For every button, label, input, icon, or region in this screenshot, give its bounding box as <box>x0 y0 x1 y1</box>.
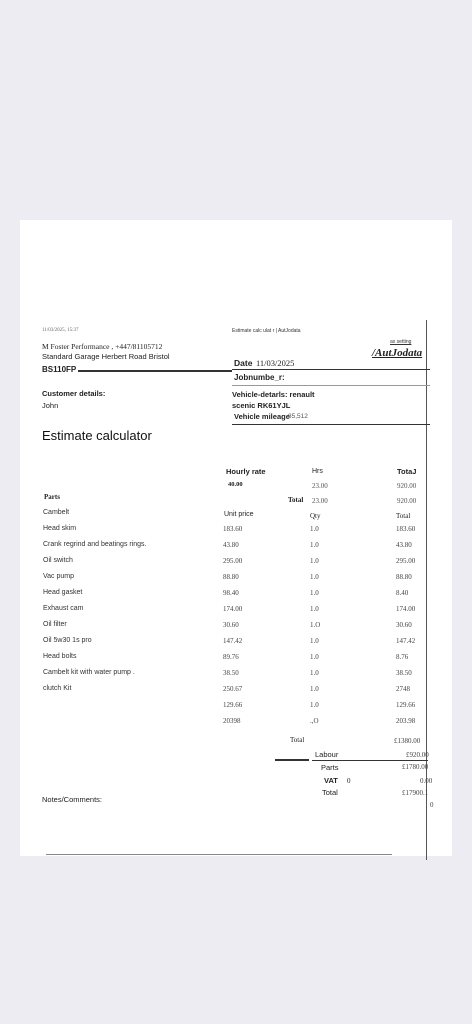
grand-total-value: £17900.1 <box>402 789 429 797</box>
part-total: 147.42 <box>396 637 416 645</box>
part-unit-price: 174.00 <box>223 605 243 613</box>
job-rule <box>232 385 430 386</box>
part-name: Vac pump <box>43 573 74 580</box>
part-unit-price: 20398 <box>223 717 241 725</box>
hrs-value: 23.00 <box>312 482 328 490</box>
summary-parts-value: £1780.00 <box>402 763 429 771</box>
summary-rule <box>312 760 428 761</box>
parts-total-header: Total <box>396 512 411 520</box>
part-qty: 1.0 <box>310 541 319 549</box>
hourly-rate-value: 40.00 <box>228 481 243 488</box>
print-timestamp: 11/03/2025, 15:37 <box>42 328 79 333</box>
part-name: Cambelt kit with water pump . <box>43 669 135 676</box>
part-name: Oil filter <box>43 621 67 628</box>
part-qty: 1.0 <box>310 669 319 677</box>
part-name: Oil switch <box>43 557 73 564</box>
page-title: Estimate calculator <box>42 428 152 443</box>
document-title: Estimate calc ulat r | AutJodata <box>232 328 301 334</box>
vehicle-model: scenic RK61YJL <box>232 401 291 410</box>
date-value: 11/03/2025 <box>256 358 295 368</box>
parts-total-value: £1380.00 <box>394 737 421 745</box>
part-total: 174.00 <box>396 605 416 613</box>
job-number-label: Jobnumbe_r: <box>234 373 285 382</box>
part-name: Head skim <box>43 525 77 532</box>
vehicle-mileage-label: Vehicle mileage <box>234 412 290 421</box>
part-qty: 1.0 <box>310 653 319 661</box>
part-name: Head gasket <box>43 589 83 596</box>
part-unit-price: 30.60 <box>223 621 239 629</box>
part-total: 8.76 <box>396 653 409 661</box>
customer-label: Customer details: <box>42 389 106 398</box>
labour-total-label: Total <box>288 496 304 504</box>
part-total: 203.98 <box>396 717 416 725</box>
estimate-document <box>20 220 452 856</box>
part-unit-price: 250.67 <box>223 685 243 693</box>
part-total: 43.80 <box>396 541 412 549</box>
part-qty: 1.0 <box>310 557 319 565</box>
sender-name: M Foster Performance , +447/81105712 <box>42 342 163 351</box>
vat-extra: 0 <box>347 777 351 785</box>
part-name: Crank regrind and beatings rings. <box>43 541 147 548</box>
part-unit-price: 147.42 <box>223 637 243 645</box>
labour-total-header: TotaJ <box>397 467 417 476</box>
summary-labour-label: Labour <box>315 750 339 759</box>
date-label: Date <box>234 358 253 368</box>
vat-value: 0.00 <box>420 777 433 785</box>
part-qty: 1.0 <box>310 685 319 693</box>
part-unit-price: 295.00 <box>223 557 243 565</box>
part-unit-price: 89.76 <box>223 653 239 661</box>
part-unit-price: 38.50 <box>223 669 239 677</box>
vehicle-make: Vehicle-detarls: renault <box>232 390 315 399</box>
part-total: 2748 <box>396 685 410 693</box>
parts-section-label: Parts <box>44 493 60 501</box>
part-unit-price: 183.60 <box>223 525 243 533</box>
part-qty: 1.0 <box>310 589 319 597</box>
customer-name: John <box>42 401 59 410</box>
part-unit-price: 98.40 <box>223 589 239 597</box>
hourly-rate-header: Hourly rate <box>226 467 266 476</box>
part-qty: 1.0 <box>310 605 319 613</box>
grand-total-label: Total <box>322 788 338 797</box>
summary-short-rule <box>275 759 309 761</box>
part-qty: .,O <box>310 717 319 725</box>
part-total: 38.50 <box>396 669 412 677</box>
part-name: Oil 5w30 1s pro <box>43 637 92 644</box>
sender-address: Standard Garage Herbert Road Bristol <box>42 352 170 361</box>
grand-total-trailing: 0 <box>430 801 434 809</box>
summary-labour-value: £920.00 <box>406 751 429 759</box>
part-qty: 1.0 <box>310 701 319 709</box>
summary-parts-label: Parts <box>321 763 339 772</box>
brand-logo: /AutJodata <box>372 347 423 359</box>
reg-underline <box>78 370 232 372</box>
part-total: 30.60 <box>396 621 412 629</box>
part-total: 88.80 <box>396 573 412 581</box>
part-qty: 1.O <box>310 621 321 629</box>
part-unit-price: 88.80 <box>223 573 239 581</box>
part-total: 8.40 <box>396 589 409 597</box>
registration: BS110FP <box>42 365 77 374</box>
vehicle-mileage-value: 85,512 <box>288 413 308 420</box>
part-total: 295.00 <box>396 557 416 565</box>
parts-total-label: Total <box>290 736 305 744</box>
part-qty: 1.0 <box>310 573 319 581</box>
labour-grand-total: 920.00 <box>397 497 417 505</box>
vehicle-rule <box>232 424 430 425</box>
labour-total-value: 920.00 <box>397 482 417 490</box>
part-name: clutch Kit <box>43 685 72 692</box>
unit-price-header: Unit price <box>224 511 254 518</box>
part-name: Head bolts <box>43 653 77 660</box>
part-total: 183.60 <box>396 525 416 533</box>
labour-total-hrs: 23.00 <box>312 497 328 505</box>
date-rule <box>232 369 430 370</box>
vat-label: VAT <box>324 776 338 785</box>
part-total: 129.66 <box>396 701 416 709</box>
part-unit-price: 43.80 <box>223 541 239 549</box>
notes-bottom-rule <box>46 854 392 855</box>
notes-label: Notes/Comments: <box>42 795 103 804</box>
part-name: Cambelt <box>43 509 70 516</box>
qty-header: Qty <box>310 512 321 520</box>
part-qty: 1.0 <box>310 637 319 645</box>
part-unit-price: 129.66 <box>223 701 243 709</box>
hrs-header: Hrs <box>312 468 323 475</box>
part-qty: 1.0 <box>310 525 319 533</box>
logo-small: ax setting <box>390 339 412 345</box>
part-name: Exhaust cam <box>43 605 84 612</box>
